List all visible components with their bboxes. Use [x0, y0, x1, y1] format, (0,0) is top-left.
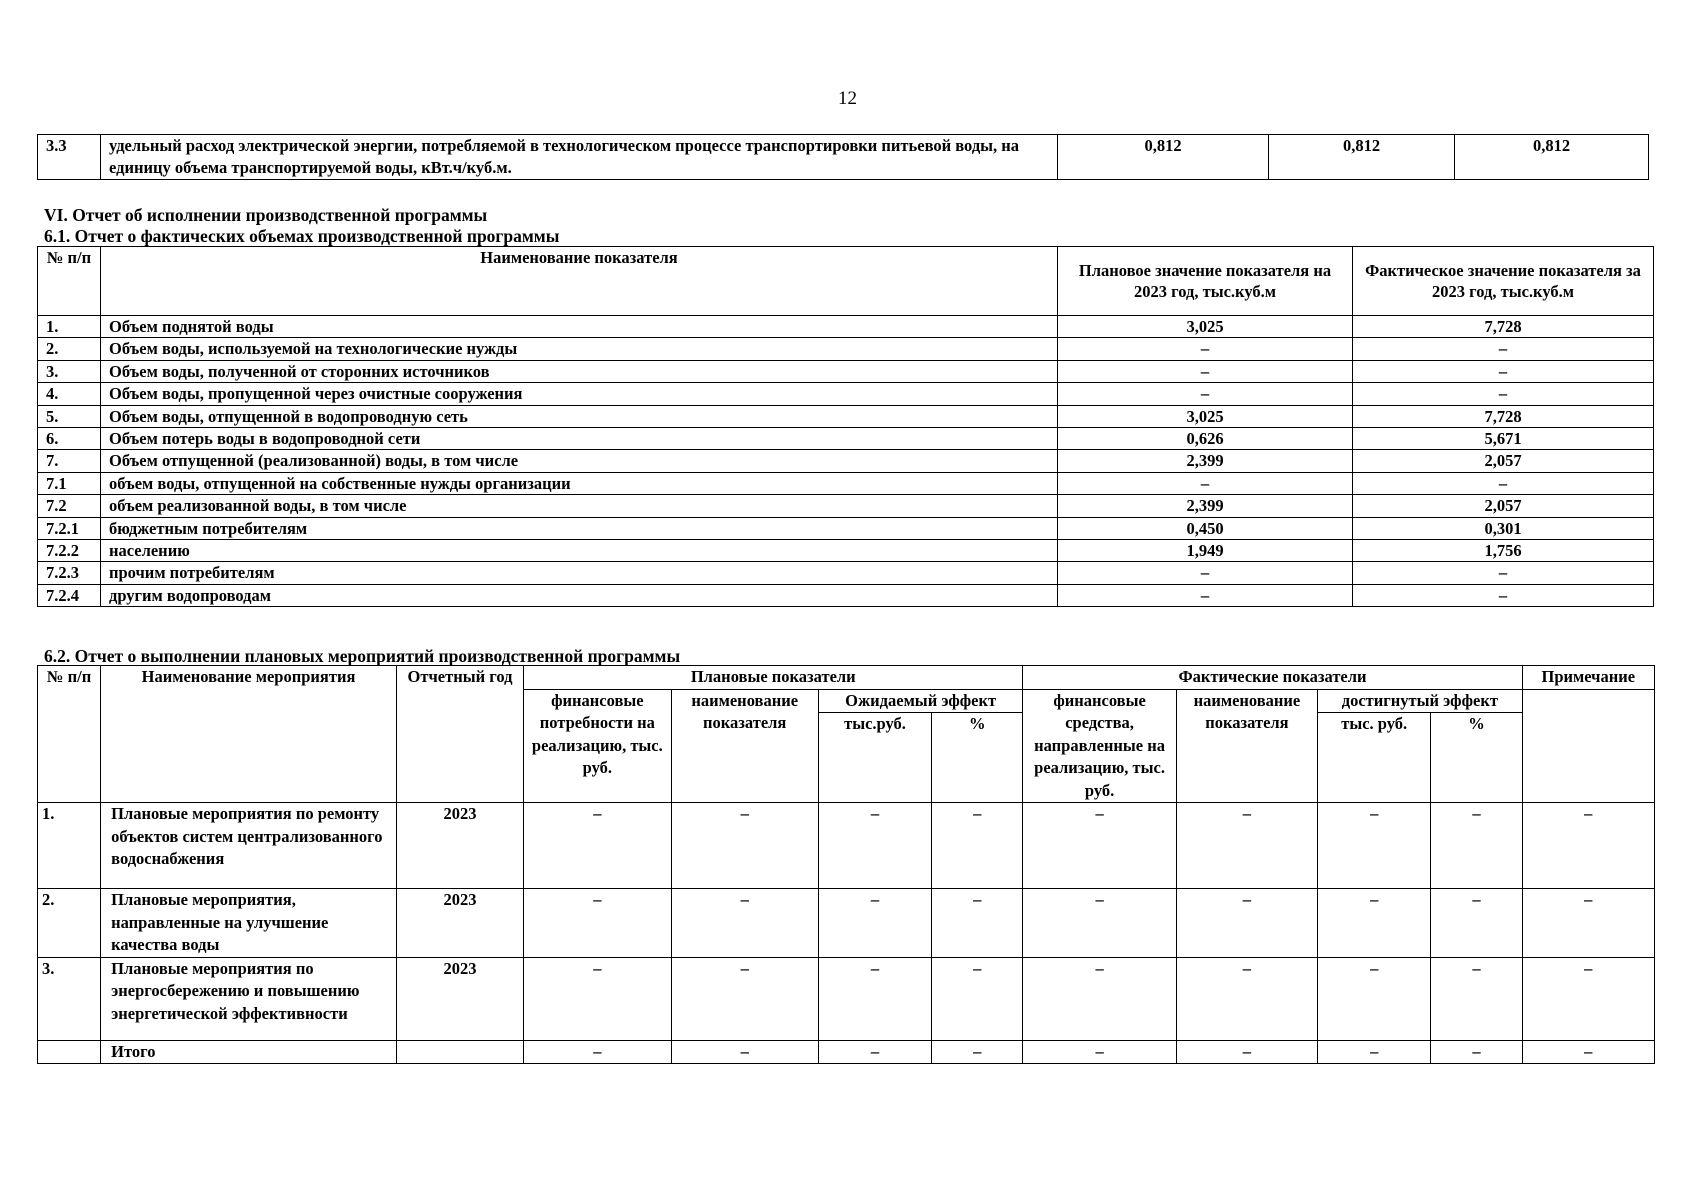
value-cell: – [1023, 803, 1176, 889]
header-name: Наименование показателя [101, 247, 1058, 316]
fact-value: 7,728 [1353, 316, 1654, 338]
activity-name: Плановые мероприятия по энергосбережению и повышению энергетической эффективности [101, 957, 397, 1040]
table-row [38, 338, 1654, 360]
value-cell: 0,812 [1455, 135, 1649, 180]
indicator-name: Объем поднятой воды [101, 316, 1058, 338]
fact-value: – [1353, 338, 1654, 360]
fact-value: – [1353, 562, 1654, 584]
header-fact-indicator: наименование показателя [1176, 689, 1317, 803]
total-num-blank [38, 1040, 101, 1064]
total-value: – [671, 1040, 818, 1064]
value-cell: – [818, 803, 931, 889]
table-row [38, 360, 1654, 382]
total-row [38, 1040, 1655, 1064]
total-value: – [1522, 1040, 1654, 1064]
row-number: 4. [38, 383, 101, 405]
table-row [38, 450, 1654, 472]
row-number: 1. [38, 803, 101, 889]
row-number: 7.2.3 [38, 562, 101, 584]
table-row [38, 517, 1654, 539]
total-year [396, 1040, 523, 1064]
total-label: Итого [101, 1040, 397, 1064]
header-expected-effect: Ожидаемый эффект [818, 689, 1023, 713]
fact-value: 7,728 [1353, 405, 1654, 427]
plan-value: – [1058, 472, 1353, 494]
table-row [38, 495, 1654, 517]
row-number: 7. [38, 450, 101, 472]
row-number: 3. [38, 957, 101, 1040]
header-note: Примечание [1522, 666, 1654, 690]
table-row [38, 539, 1654, 561]
header-plan-group: Плановые показатели [524, 666, 1023, 690]
table-row [38, 405, 1654, 427]
header-year: Отчетный год [396, 666, 523, 803]
report-year: 2023 [396, 957, 523, 1040]
report-year: 2023 [396, 803, 523, 889]
row-number: 7.1 [38, 472, 101, 494]
value-cell: – [818, 889, 931, 958]
value-cell: – [932, 957, 1023, 1040]
indicator-name: другим водопроводам [101, 584, 1058, 606]
plan-value: – [1058, 360, 1353, 382]
indicator-name: Объем воды, отпущенной в водопроводную сеть [101, 405, 1058, 427]
row-number: 7.2.1 [38, 517, 101, 539]
planned-activities-table [37, 665, 1655, 1064]
indicator-name: Объем потерь воды в водопроводной сети [101, 427, 1058, 449]
fact-value: 0,301 [1353, 517, 1654, 539]
value-cell: – [1176, 957, 1317, 1040]
value-cell: – [1176, 803, 1317, 889]
value-cell: – [1431, 803, 1522, 889]
fact-value: – [1353, 360, 1654, 382]
table-row [38, 135, 1649, 180]
table-row [38, 316, 1654, 338]
fact-value: 2,057 [1353, 450, 1654, 472]
report-year: 2023 [396, 889, 523, 958]
total-value: – [524, 1040, 671, 1064]
total-value: – [1176, 1040, 1317, 1064]
table-header-row [38, 666, 1655, 690]
total-value: – [932, 1040, 1023, 1064]
plan-value: 2,399 [1058, 450, 1353, 472]
indicator-name: населению [101, 539, 1058, 561]
value-cell: 0,812 [1058, 135, 1269, 180]
plan-value: 2,399 [1058, 495, 1353, 517]
header-exp-pct: % [932, 713, 1023, 803]
table-row [38, 957, 1655, 1040]
value-cell: – [1318, 803, 1431, 889]
value-cell: – [1522, 957, 1654, 1040]
row-number: 5. [38, 405, 101, 427]
header-plan-indicator: наименование показателя [671, 689, 818, 803]
value-cell: – [524, 803, 671, 889]
plan-value: 1,949 [1058, 539, 1353, 561]
table2-title: 6.2. Отчет о выполнении плановых мероприятий производственной программы [44, 646, 681, 666]
table-row [38, 803, 1655, 889]
total-value: – [1431, 1040, 1522, 1064]
section-title: VI. Отчет об исполнении производственной программы [44, 205, 488, 225]
plan-value: 3,025 [1058, 405, 1353, 427]
value-cell: – [524, 889, 671, 958]
table-row [38, 562, 1654, 584]
indicator-name: объем реализованной воды, в том числе [101, 495, 1058, 517]
value-cell: – [671, 889, 818, 958]
plan-value: 0,450 [1058, 517, 1353, 539]
table-row [38, 383, 1654, 405]
header-plan: Плановое значение показателя на 2023 год, тыс.куб.м [1058, 247, 1353, 316]
row-number: 3.3 [38, 135, 101, 180]
table1-title: 6.1. Отчет о фактических объемах производственной программы [44, 226, 560, 246]
value-cell: – [671, 803, 818, 889]
value-cell: – [1318, 957, 1431, 1040]
header-name: Наименование мероприятия [101, 666, 397, 803]
indicator-name: Объем воды, полученной от сторонних источников [101, 360, 1058, 382]
page-number: 12 [838, 88, 857, 109]
row-number: 7.2.4 [38, 584, 101, 606]
header-note-blank [1522, 689, 1654, 803]
header-ach-rub: тыс. руб. [1318, 713, 1431, 803]
header-exp-rub: тыс.руб. [818, 713, 931, 803]
value-cell: – [1522, 803, 1654, 889]
row-number: 1. [38, 316, 101, 338]
plan-value: – [1058, 338, 1353, 360]
row-number: 2. [38, 338, 101, 360]
row-number: 3. [38, 360, 101, 382]
table-row [38, 427, 1654, 449]
fact-value: 1,756 [1353, 539, 1654, 561]
header-num: № п/п [38, 247, 101, 316]
plan-value: – [1058, 383, 1353, 405]
header-num: № п/п [38, 666, 101, 803]
energy-consumption-table [37, 134, 1649, 180]
fact-value: – [1353, 472, 1654, 494]
value-cell: – [818, 957, 931, 1040]
value-cell: – [1431, 889, 1522, 958]
value-cell: 0,812 [1269, 135, 1455, 180]
table-row [38, 584, 1654, 606]
production-volumes-table [37, 246, 1654, 607]
plan-value: – [1058, 562, 1353, 584]
indicator-name: объем воды, отпущенной на собственные нужды организации [101, 472, 1058, 494]
total-value: – [818, 1040, 931, 1064]
table-row [38, 889, 1655, 958]
row-number: 6. [38, 427, 101, 449]
plan-value: – [1058, 584, 1353, 606]
table-row [38, 472, 1654, 494]
value-cell: – [1176, 889, 1317, 958]
total-value: – [1023, 1040, 1176, 1064]
plan-value: 0,626 [1058, 427, 1353, 449]
fact-value: – [1353, 383, 1654, 405]
value-cell: – [932, 803, 1023, 889]
header-fact-group: Фактические показатели [1023, 666, 1522, 690]
value-cell: – [932, 889, 1023, 958]
header-fact-fin: финансовые средства, направленные на реализацию, тыс. руб. [1023, 689, 1176, 803]
row-number: 7.2.2 [38, 539, 101, 561]
indicator-label: удельный расход электрической энергии, потребляемой в технологическом процессе транспортировки питьевой воды, на единицу объема транспортируемой воды, кВт.ч/куб.м. [101, 135, 1058, 180]
value-cell: – [1431, 957, 1522, 1040]
header-plan-fin: финансовые потребности на реализацию, тыс. руб. [524, 689, 671, 803]
total-value: – [1318, 1040, 1431, 1064]
indicator-name: бюджетным потребителям [101, 517, 1058, 539]
table-header-row [38, 247, 1654, 316]
row-number: 2. [38, 889, 101, 958]
value-cell: – [1318, 889, 1431, 958]
value-cell: – [1522, 889, 1654, 958]
value-cell: – [524, 957, 671, 1040]
indicator-name: Объем воды, используемой на технологические нужды [101, 338, 1058, 360]
fact-value: – [1353, 584, 1654, 606]
indicator-name: Объем отпущенной (реализованной) воды, в том числе [101, 450, 1058, 472]
row-number: 7.2 [38, 495, 101, 517]
header-achieved-effect: достигнутый эффект [1318, 689, 1523, 713]
activity-name: Плановые мероприятия, направленные на улучшение качества воды [101, 889, 397, 958]
activity-name: Плановые мероприятия по ремонту объектов систем централизованного водоснабжения [101, 803, 397, 889]
indicator-name: Объем воды, пропущенной через очистные сооружения [101, 383, 1058, 405]
header-fact: Фактическое значение показателя за 2023 год, тыс.куб.м [1353, 247, 1654, 316]
plan-value: 3,025 [1058, 316, 1353, 338]
value-cell: – [671, 957, 818, 1040]
header-ach-pct: % [1431, 713, 1522, 803]
value-cell: – [1023, 957, 1176, 1040]
fact-value: 2,057 [1353, 495, 1654, 517]
fact-value: 5,671 [1353, 427, 1654, 449]
value-cell: – [1023, 889, 1176, 958]
indicator-name: прочим потребителям [101, 562, 1058, 584]
